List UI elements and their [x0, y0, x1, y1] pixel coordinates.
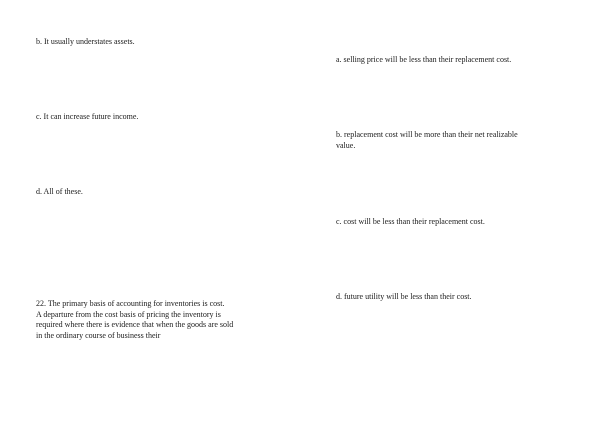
question-22-line3: required where there is evidence that when the goods are sold: [36, 320, 234, 329]
right-option-b: [336, 130, 518, 151]
left-option-d: d. All of these.: [36, 187, 83, 196]
right-option-b-line2: value.: [336, 140, 356, 150]
question-22-line1: 22. The primary basis of accounting for inventories is cost.: [36, 299, 225, 308]
question-22-line4: in the ordinary course of business their: [36, 330, 161, 340]
left-option-c: c. It can increase future income.: [36, 112, 139, 121]
right-option-d: d. future utility will be less than their cost.: [336, 292, 472, 301]
right-option-b-line1: b. replacement cost will be more than their net realizable: [336, 130, 518, 139]
right-option-c: c. cost will be less than their replacement cost.: [336, 217, 485, 226]
question-22-line2: A departure from the cost basis of pricing the inventory is: [36, 309, 221, 319]
right-option-a: a. selling price will be less than their replacement cost.: [336, 55, 512, 64]
question-22: [36, 299, 233, 341]
left-option-b: b. It usually understates assets.: [36, 37, 135, 46]
